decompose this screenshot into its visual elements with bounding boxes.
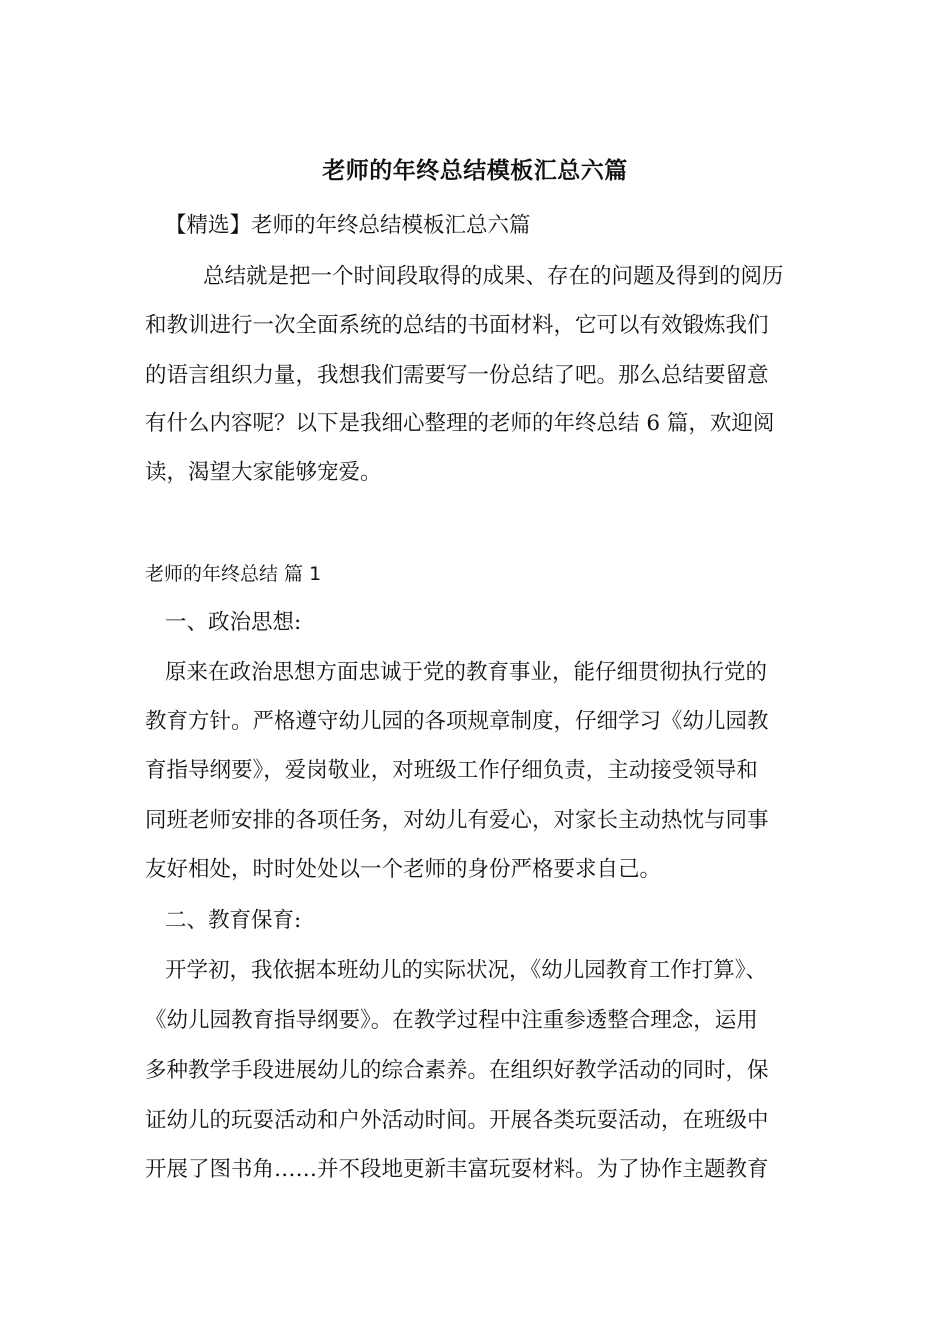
part1-line-4: 同班老师安排的各项任务，对幼儿有爱心，对家长主动热忱与同事 xyxy=(145,808,769,833)
part1-line-1: 原来在政治思想方面忠诚于党的教育事业，能仔细贯彻执行党的 xyxy=(165,660,768,685)
part1-heading: 一、政治思想: xyxy=(165,610,302,635)
part2-line-3: 多种教学手段进展幼儿的综合素养。在组织好教学活动的同时，保 xyxy=(145,1058,769,1083)
part2-line-5: 开展了图书角……并不段地更新丰富玩耍材料。为了协作主题教育 xyxy=(145,1157,769,1182)
part2-line-4: 证幼儿的玩耍活动和户外活动时间。开展各类玩耍活动，在班级中 xyxy=(145,1108,769,1133)
part2-line-1: 开学初，我依据本班幼儿的实际状况，《幼儿园教育工作打算》、 xyxy=(165,958,768,983)
part1-line-2: 教育方针。严格遵守幼儿园的各项规章制度，仔细学习《幼儿园教 xyxy=(145,709,769,734)
part2-line-2: 《幼儿园教育指导纲要》。在教学过程中注重参透整合理念，运用 xyxy=(145,1008,758,1033)
intro-line-1: 总结就是把一个时间段取得的成果、存在的问题及得到的阅历 xyxy=(203,264,784,289)
intro-line-2: 和教训进行一次全面系统的总结的书面材料，它可以有效锻炼我们 xyxy=(145,313,769,338)
section-heading: 老师的年终总结 篇 1 xyxy=(145,563,322,585)
intro-line-3: 的语言组织力量，我想我们需要写一份总结了吧。那么总结要留意 xyxy=(145,363,769,388)
intro-line-4: 有什么内容呢？以下是我细心整理的老师的年终总结 6 篇，欢迎阅 xyxy=(145,411,775,436)
part2-heading: 二、教育保育: xyxy=(165,908,302,933)
part1-line-5: 友好相处，时时处处以一个老师的身份严格要求自己。 xyxy=(145,857,662,882)
document-subtitle: 【精选】老师的年终总结模板汇总六篇 xyxy=(165,213,531,238)
document-title: 老师的年终总结模板汇总六篇 xyxy=(322,158,628,184)
intro-line-5: 读，渴望大家能够宠爱。 xyxy=(145,460,382,485)
part1-line-3: 育指导纲要》，爱岗敬业，对班级工作仔细负责，主动接受领导和 xyxy=(145,758,758,783)
